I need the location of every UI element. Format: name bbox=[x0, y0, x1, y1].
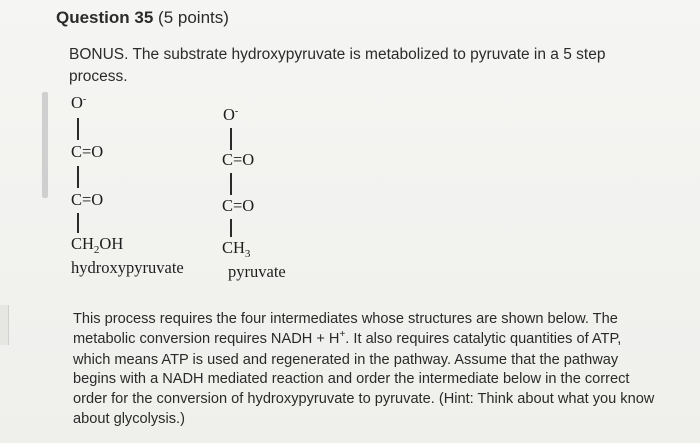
hp-bond-3 bbox=[77, 213, 79, 233]
hp-carbonyl-2: C=O bbox=[71, 190, 104, 209]
py-bond-1 bbox=[230, 128, 232, 150]
py-oxygen: O- bbox=[223, 105, 239, 124]
question-header bbox=[56, 8, 229, 28]
question-points: (5 points) bbox=[158, 8, 229, 27]
hp-bond-2 bbox=[77, 166, 79, 188]
pyruvate-label: pyruvate bbox=[228, 262, 286, 281]
py-carbonyl-2: C=O bbox=[222, 196, 255, 215]
hydroxypyruvate-label: hydroxypyruvate bbox=[71, 258, 184, 277]
py-bond-3 bbox=[230, 219, 232, 237]
py-ch3: $CH_3$ bbox=[222, 238, 251, 260]
question-intro: BONUS. The substrate hydroxypyruvate is metabolized to pyruvate in a 5 step process. bbox=[69, 46, 606, 85]
question-title: Question 35 bbox=[56, 8, 154, 27]
hp-ch2oh: $CH_2OH$ bbox=[71, 234, 124, 256]
left-accent-bar bbox=[42, 92, 48, 198]
py-bond-2 bbox=[230, 173, 232, 195]
hp-carbonyl-1: C=O bbox=[71, 142, 104, 161]
hp-bond-1 bbox=[77, 118, 79, 140]
question-description: This process requires the four intermediates whose structures are shown below. The metabolic conversion requires NADH + H+. It also requires catalytic quantities of ATP, which means ATP is used and regenerated in the pathway. Assume that the pathway begins with a NADH mediated reaction and order the intermediate below in the correct order for the conversion of hydroxypyruvate to pyruvate. (Hint: Think about what you know about glycolysis.) bbox=[73, 311, 655, 427]
py-carbonyl-1: C=O bbox=[222, 150, 255, 169]
hp-oxygen: O- bbox=[71, 93, 87, 112]
window-edge bbox=[0, 305, 9, 345]
